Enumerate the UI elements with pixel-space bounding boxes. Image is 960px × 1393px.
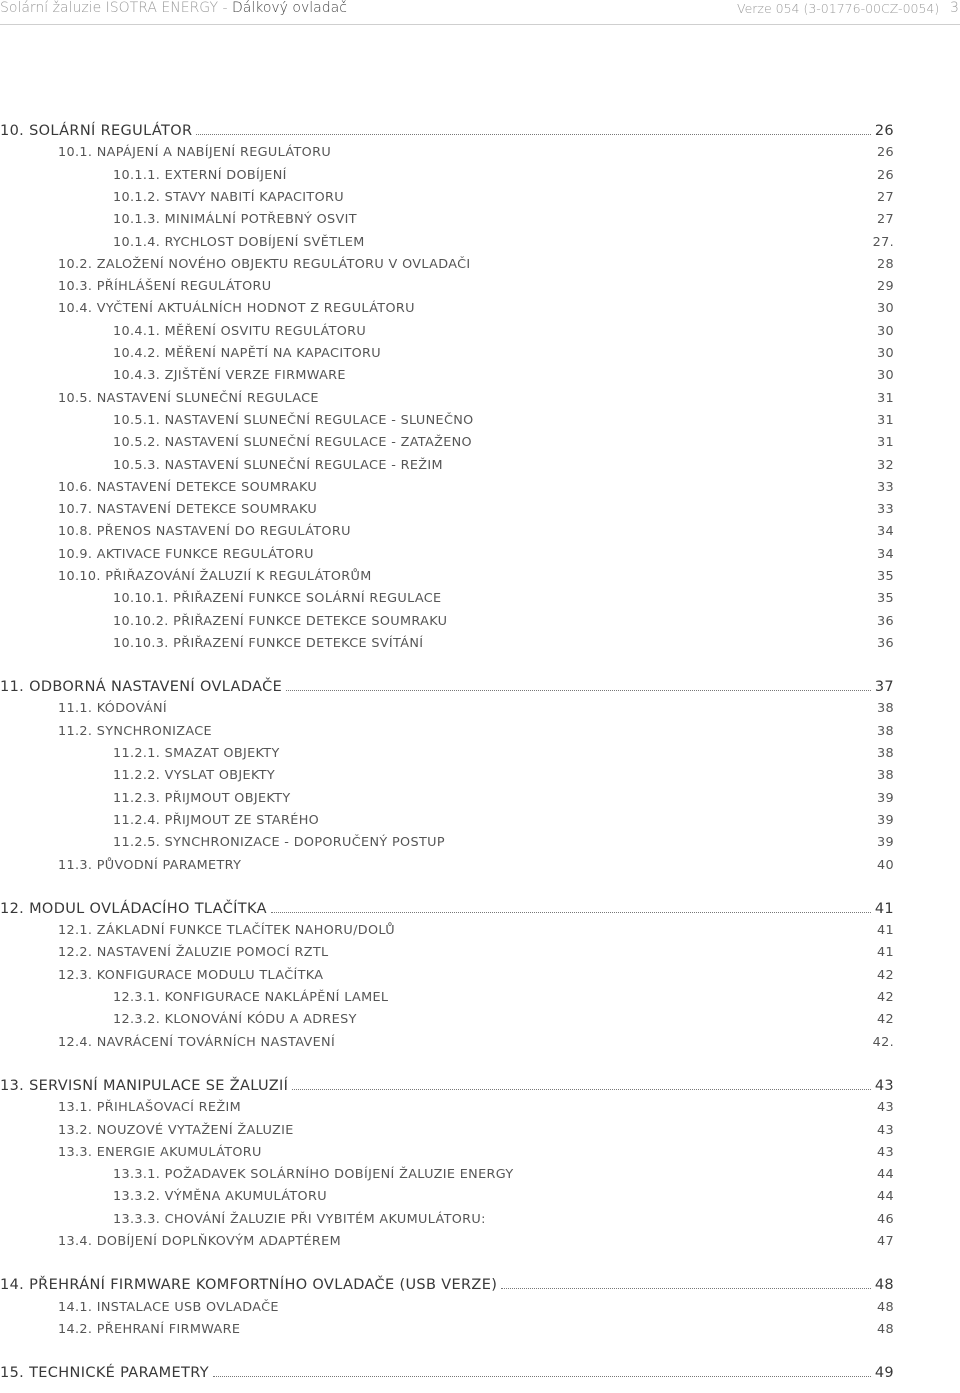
toc-entry-label: 10.10.2. PŘIŘAZENÍ FUNKCE DETEKCE SOUMRAKU <box>113 614 448 629</box>
toc-dot-leader <box>501 1288 871 1289</box>
toc-entry[interactable] <box>0 835 894 855</box>
toc-entry[interactable] <box>0 1012 894 1032</box>
toc-entry-label: 10.4.1. MĚŘENÍ OSVITU REGULÁTORU <box>113 324 367 339</box>
toc-entry[interactable] <box>0 1167 894 1187</box>
toc-entry-label: 11.1. KÓDOVÁNÍ <box>58 701 168 716</box>
document-title-prefix: Solární žaluzie ISOTRA ENERGY - <box>0 0 232 16</box>
toc-entry[interactable] <box>0 235 894 255</box>
toc-entry-label: 11.2.3. PŘIJMOUT OBJEKTY <box>113 791 291 806</box>
toc-dot-leader <box>196 134 870 135</box>
toc-chapter-entry[interactable] <box>0 679 894 699</box>
toc-entry-label: 10.4.3. ZJIŠTĚNÍ VERZE FIRMWARE <box>113 368 346 383</box>
toc-entry-label: 10.2. ZALOŽENÍ NOVÉHO OBJEKTU REGULÁTORU V OVLADAČI <box>58 257 471 272</box>
toc-entry-label: 12.3. KONFIGURACE MODULU TLAČÍTKA <box>58 968 324 983</box>
toc-entry-page: 37 <box>874 679 894 695</box>
toc-entry-label: 11.2. SYNCHRONIZACE <box>58 724 212 739</box>
toc-entry-label: 10.5. NASTAVENÍ SLUNEČNÍ REGULACE <box>58 391 319 406</box>
toc-entry-page: 27 <box>877 212 894 227</box>
toc-entry[interactable] <box>0 145 894 165</box>
toc-dot-leader <box>292 1089 871 1090</box>
toc-entry[interactable] <box>0 324 894 344</box>
toc-entry[interactable] <box>0 1300 894 1320</box>
toc-entry-label: 14. PŘEHRÁNÍ FIRMWARE KOMFORTNÍHO OVLADAČE (USB VERZE) <box>0 1277 498 1293</box>
toc-entry-label: 13.3.1. POŽADAVEK SOLÁRNÍHO DOBÍJENÍ ŽALUZIE ENERGY <box>113 1167 514 1182</box>
toc-entry-page: 43 <box>877 1145 894 1160</box>
toc-entry-label: 12. MODUL OVLÁDACÍHO TLAČÍTKA <box>0 901 267 917</box>
toc-entry[interactable] <box>0 1035 894 1055</box>
toc-entry[interactable] <box>0 435 894 455</box>
toc-entry-page: 39 <box>877 791 894 806</box>
toc-entry-label: 14.2. PŘEHRANÍ FIRMWARE <box>58 1322 241 1337</box>
toc-entry-page: 43 <box>877 1100 894 1115</box>
toc-entry[interactable] <box>0 1322 894 1342</box>
document-version: Verze 054 (3-01776-00CZ-0054) <box>737 1 940 16</box>
toc-entry-label: 12.3.2. KLONOVÁNÍ KÓDU A ADRESY <box>113 1012 357 1027</box>
toc-entry-label: 10.9. AKTIVACE FUNKCE REGULÁTORU <box>58 547 314 562</box>
toc-entry-label: 10.8. PŘENOS NASTAVENÍ DO REGULÁTORU <box>58 524 351 539</box>
toc-entry-label: 11.2.5. SYNCHRONIZACE - DOPORUČENÝ POSTUP <box>113 835 445 850</box>
toc-entry-label: 10.1.1. EXTERNÍ DOBÍJENÍ <box>113 168 287 183</box>
toc-chapter-entry[interactable] <box>0 123 894 143</box>
toc-entry-page: 47 <box>877 1234 894 1249</box>
toc-entry-page: 31 <box>877 413 894 428</box>
toc-entry-page: 42 <box>877 968 894 983</box>
toc-entry[interactable] <box>0 614 894 634</box>
toc-entry-page: 42 <box>877 1012 894 1027</box>
toc-entry-label: 11.2.1. SMAZAT OBJEKTY <box>113 746 280 761</box>
toc-entry-label: 11.2.2. VYSLAT OBJEKTY <box>113 768 276 783</box>
toc-entry-page: 32 <box>877 458 894 473</box>
toc-entry[interactable] <box>0 346 894 366</box>
toc-entry[interactable] <box>0 1145 894 1165</box>
toc-entry-label: 10.5.3. NASTAVENÍ SLUNEČNÍ REGULACE - REŽIM <box>113 458 443 473</box>
toc-entry-label: 12.2. NASTAVENÍ ŽALUZIE POMOCÍ RZTL <box>58 945 329 960</box>
toc-entry[interactable] <box>0 257 894 277</box>
toc-entry-page: 46 <box>877 1212 894 1227</box>
toc-entry[interactable] <box>0 990 894 1010</box>
toc-chapter-entry[interactable] <box>0 901 894 921</box>
toc-entry-label: 10.5.1. NASTAVENÍ SLUNEČNÍ REGULACE - SLUNEČNO <box>113 413 474 428</box>
toc-entry-page: 48 <box>877 1300 894 1315</box>
toc-entry[interactable] <box>0 212 894 232</box>
toc-entry-page: 35 <box>877 591 894 606</box>
toc-entry-page: 41 <box>877 923 894 938</box>
toc-entry-page: 28 <box>877 257 894 272</box>
document-title-accent: Dálkový ovladač <box>231 0 347 16</box>
toc-entry[interactable] <box>0 391 894 411</box>
toc-entry-page: 42 <box>877 990 894 1005</box>
toc-entry-label: 10.7. NASTAVENÍ DETEKCE SOUMRAKU <box>58 502 318 517</box>
toc-entry-page: 26 <box>877 145 894 160</box>
toc-dot-leader <box>213 1376 871 1377</box>
toc-entry[interactable] <box>0 813 894 833</box>
toc-dot-leader <box>286 690 871 691</box>
toc-entry-label: 10. SOLÁRNÍ REGULÁTOR <box>0 123 193 139</box>
toc-entry-page: 34 <box>877 547 894 562</box>
toc-entry-page: 42. <box>872 1035 894 1050</box>
toc-entry-label: 12.1. ZÁKLADNÍ FUNKCE TLAČÍTEK NAHORU/DOLŮ <box>58 923 395 938</box>
toc-entry-label: 13.3. ENERGIE AKUMULÁTORU <box>58 1145 262 1160</box>
toc-entry[interactable] <box>0 569 894 589</box>
toc-entry-label: 13.1. PŘIHLAŠOVACÍ REŽIM <box>58 1100 241 1115</box>
toc-entry-page: 26 <box>877 168 894 183</box>
toc-entry[interactable] <box>0 547 894 567</box>
toc-entry-page: 38 <box>877 701 894 716</box>
toc-entry-page: 41 <box>877 945 894 960</box>
toc-entry-label: 10.4. VYČTENÍ AKTUÁLNÍCH HODNOT Z REGULÁTORU <box>58 301 415 316</box>
toc-entry-page: 31 <box>877 435 894 450</box>
toc-chapter-entry[interactable] <box>0 1078 894 1098</box>
toc-entry-page: 33 <box>877 502 894 517</box>
toc-entry-label: 13.3.2. VÝMĚNA AKUMULÁTORU <box>113 1189 327 1204</box>
toc-entry-page: 26 <box>874 123 894 139</box>
toc-entry[interactable] <box>0 458 894 478</box>
toc-entry-label: 13.4. DOBÍJENÍ DOPLŇKOVÝM ADAPTÉREM <box>58 1234 341 1249</box>
toc-entry[interactable] <box>0 746 894 766</box>
toc-entry[interactable] <box>0 413 894 433</box>
toc-entry[interactable] <box>0 724 894 744</box>
toc-entry-page: 36 <box>877 614 894 629</box>
toc-chapter-entry[interactable] <box>0 1277 894 1297</box>
toc-entry-page: 39 <box>877 835 894 850</box>
toc-entry-label: 10.1. NAPÁJENÍ A NABÍJENÍ REGULÁTORU <box>58 145 332 160</box>
toc-entry-label: 10.1.4. RYCHLOST DOBÍJENÍ SVĚTLEM <box>113 235 365 250</box>
toc-entry-label: 10.1.3. MINIMÁLNÍ POTŘEBNÝ OSVIT <box>113 212 357 227</box>
toc-entry-page: 43 <box>874 1078 894 1094</box>
toc-entry[interactable] <box>0 968 894 988</box>
toc-entry-page: 29 <box>877 279 894 294</box>
toc-entry[interactable] <box>0 1212 894 1232</box>
toc-entry-page: 49 <box>874 1365 894 1381</box>
toc-entry-page: 30 <box>877 346 894 361</box>
toc-entry-page: 48 <box>877 1322 894 1337</box>
toc-entry-label: 12.4. NAVRÁCENÍ TOVÁRNÍCH NASTAVENÍ <box>58 1035 336 1050</box>
toc-entry-label: 10.1.2. STAVY NABITÍ KAPACITORU <box>113 190 344 205</box>
toc-entry[interactable] <box>0 701 894 721</box>
toc-entry-label: 13. SERVISNÍ MANIPULACE SE ŽALUZIÍ <box>0 1078 289 1094</box>
toc-entry[interactable] <box>0 923 894 943</box>
page-number: 3 <box>950 0 959 16</box>
toc-entry[interactable] <box>0 1123 894 1143</box>
toc-entry-page: 44 <box>877 1167 894 1182</box>
toc-entry[interactable] <box>0 858 894 878</box>
toc-entry[interactable] <box>0 1189 894 1209</box>
toc-entry-page: 36 <box>877 636 894 651</box>
toc-entry[interactable] <box>0 768 894 788</box>
toc-entry-label: 10.10.1. PŘIŘAZENÍ FUNKCE SOLÁRNÍ REGULACE <box>113 591 442 606</box>
toc-entry-label: 11.2.4. PŘIJMOUT ZE STARÉHO <box>113 813 320 828</box>
toc-entry-page: 38 <box>877 746 894 761</box>
toc-entry-page: 27 <box>877 190 894 205</box>
toc-entry-label: 15. TECHNICKÉ PARAMETRY <box>0 1365 209 1381</box>
toc-entry-page: 38 <box>877 724 894 739</box>
toc-entry-page: 30 <box>877 368 894 383</box>
toc-entry[interactable] <box>0 636 894 656</box>
toc-entry-page: 41 <box>874 901 894 917</box>
toc-entry-label: 10.6. NASTAVENÍ DETEKCE SOUMRAKU <box>58 480 318 495</box>
toc-dot-leader <box>271 912 871 913</box>
toc-entry-page: 27. <box>872 235 894 250</box>
toc-entry-label: 11. ODBORNÁ NASTAVENÍ OVLADAČE <box>0 679 283 695</box>
toc-entry-label: 11.3. PŮVODNÍ PARAMETRY <box>58 858 242 873</box>
toc-entry-page: 30 <box>877 301 894 316</box>
toc-entry-page: 31 <box>877 391 894 406</box>
toc-entry-page: 34 <box>877 524 894 539</box>
toc-entry-page: 30 <box>877 324 894 339</box>
toc-entry-label: 10.5.2. NASTAVENÍ SLUNEČNÍ REGULACE - ZATAŽENO <box>113 435 472 450</box>
toc-entry[interactable] <box>0 1234 894 1254</box>
toc-entry[interactable] <box>0 168 894 188</box>
toc-entry[interactable] <box>0 279 894 299</box>
toc-entry[interactable] <box>0 301 894 321</box>
toc-entry-label: 13.3.3. CHOVÁNÍ ŽALUZIE PŘI VYBITÉM AKUMULÁTORU: <box>113 1212 486 1227</box>
toc-entry[interactable] <box>0 791 894 811</box>
toc-entry-label: 12.3.1. KONFIGURACE NAKLÁPĚNÍ LAMEL <box>113 990 389 1005</box>
toc-chapter-entry[interactable] <box>0 1365 894 1385</box>
toc-entry-label: 10.10.3. PŘIŘAZENÍ FUNKCE DETEKCE SVÍTÁNÍ <box>113 636 424 651</box>
toc-entry-page: 38 <box>877 768 894 783</box>
toc-entry[interactable] <box>0 502 894 522</box>
toc-entry-label: 10.10. PŘIŘAZOVÁNÍ ŽALUZIÍ K REGULÁTORŮM <box>58 569 372 584</box>
toc-entry-page: 33 <box>877 480 894 495</box>
toc-entry[interactable] <box>0 1100 894 1120</box>
toc-entry[interactable] <box>0 368 894 388</box>
toc-entry-label: 14.1. INSTALACE USB OVLADAČE <box>58 1300 279 1315</box>
toc-entry[interactable] <box>0 524 894 544</box>
toc-entry[interactable] <box>0 480 894 500</box>
toc-entry-label: 10.3. PŘÍHLÁŠENÍ REGULÁTORU <box>58 279 272 294</box>
toc-entry-page: 39 <box>877 813 894 828</box>
toc-entry-page: 43 <box>877 1123 894 1138</box>
toc-entry-page: 48 <box>874 1277 894 1293</box>
toc-entry[interactable] <box>0 591 894 611</box>
toc-entry-page: 44 <box>877 1189 894 1204</box>
toc-entry[interactable] <box>0 945 894 965</box>
toc-entry[interactable] <box>0 190 894 210</box>
toc-entry-label: 13.2. NOUZOVÉ VYTAŽENÍ ŽALUZIE <box>58 1123 294 1138</box>
toc-entry-label: 10.4.2. MĚŘENÍ NAPĚTÍ NA KAPACITORU <box>113 346 381 361</box>
toc-entry-page: 35 <box>877 569 894 584</box>
toc-entry-page: 40 <box>877 858 894 873</box>
